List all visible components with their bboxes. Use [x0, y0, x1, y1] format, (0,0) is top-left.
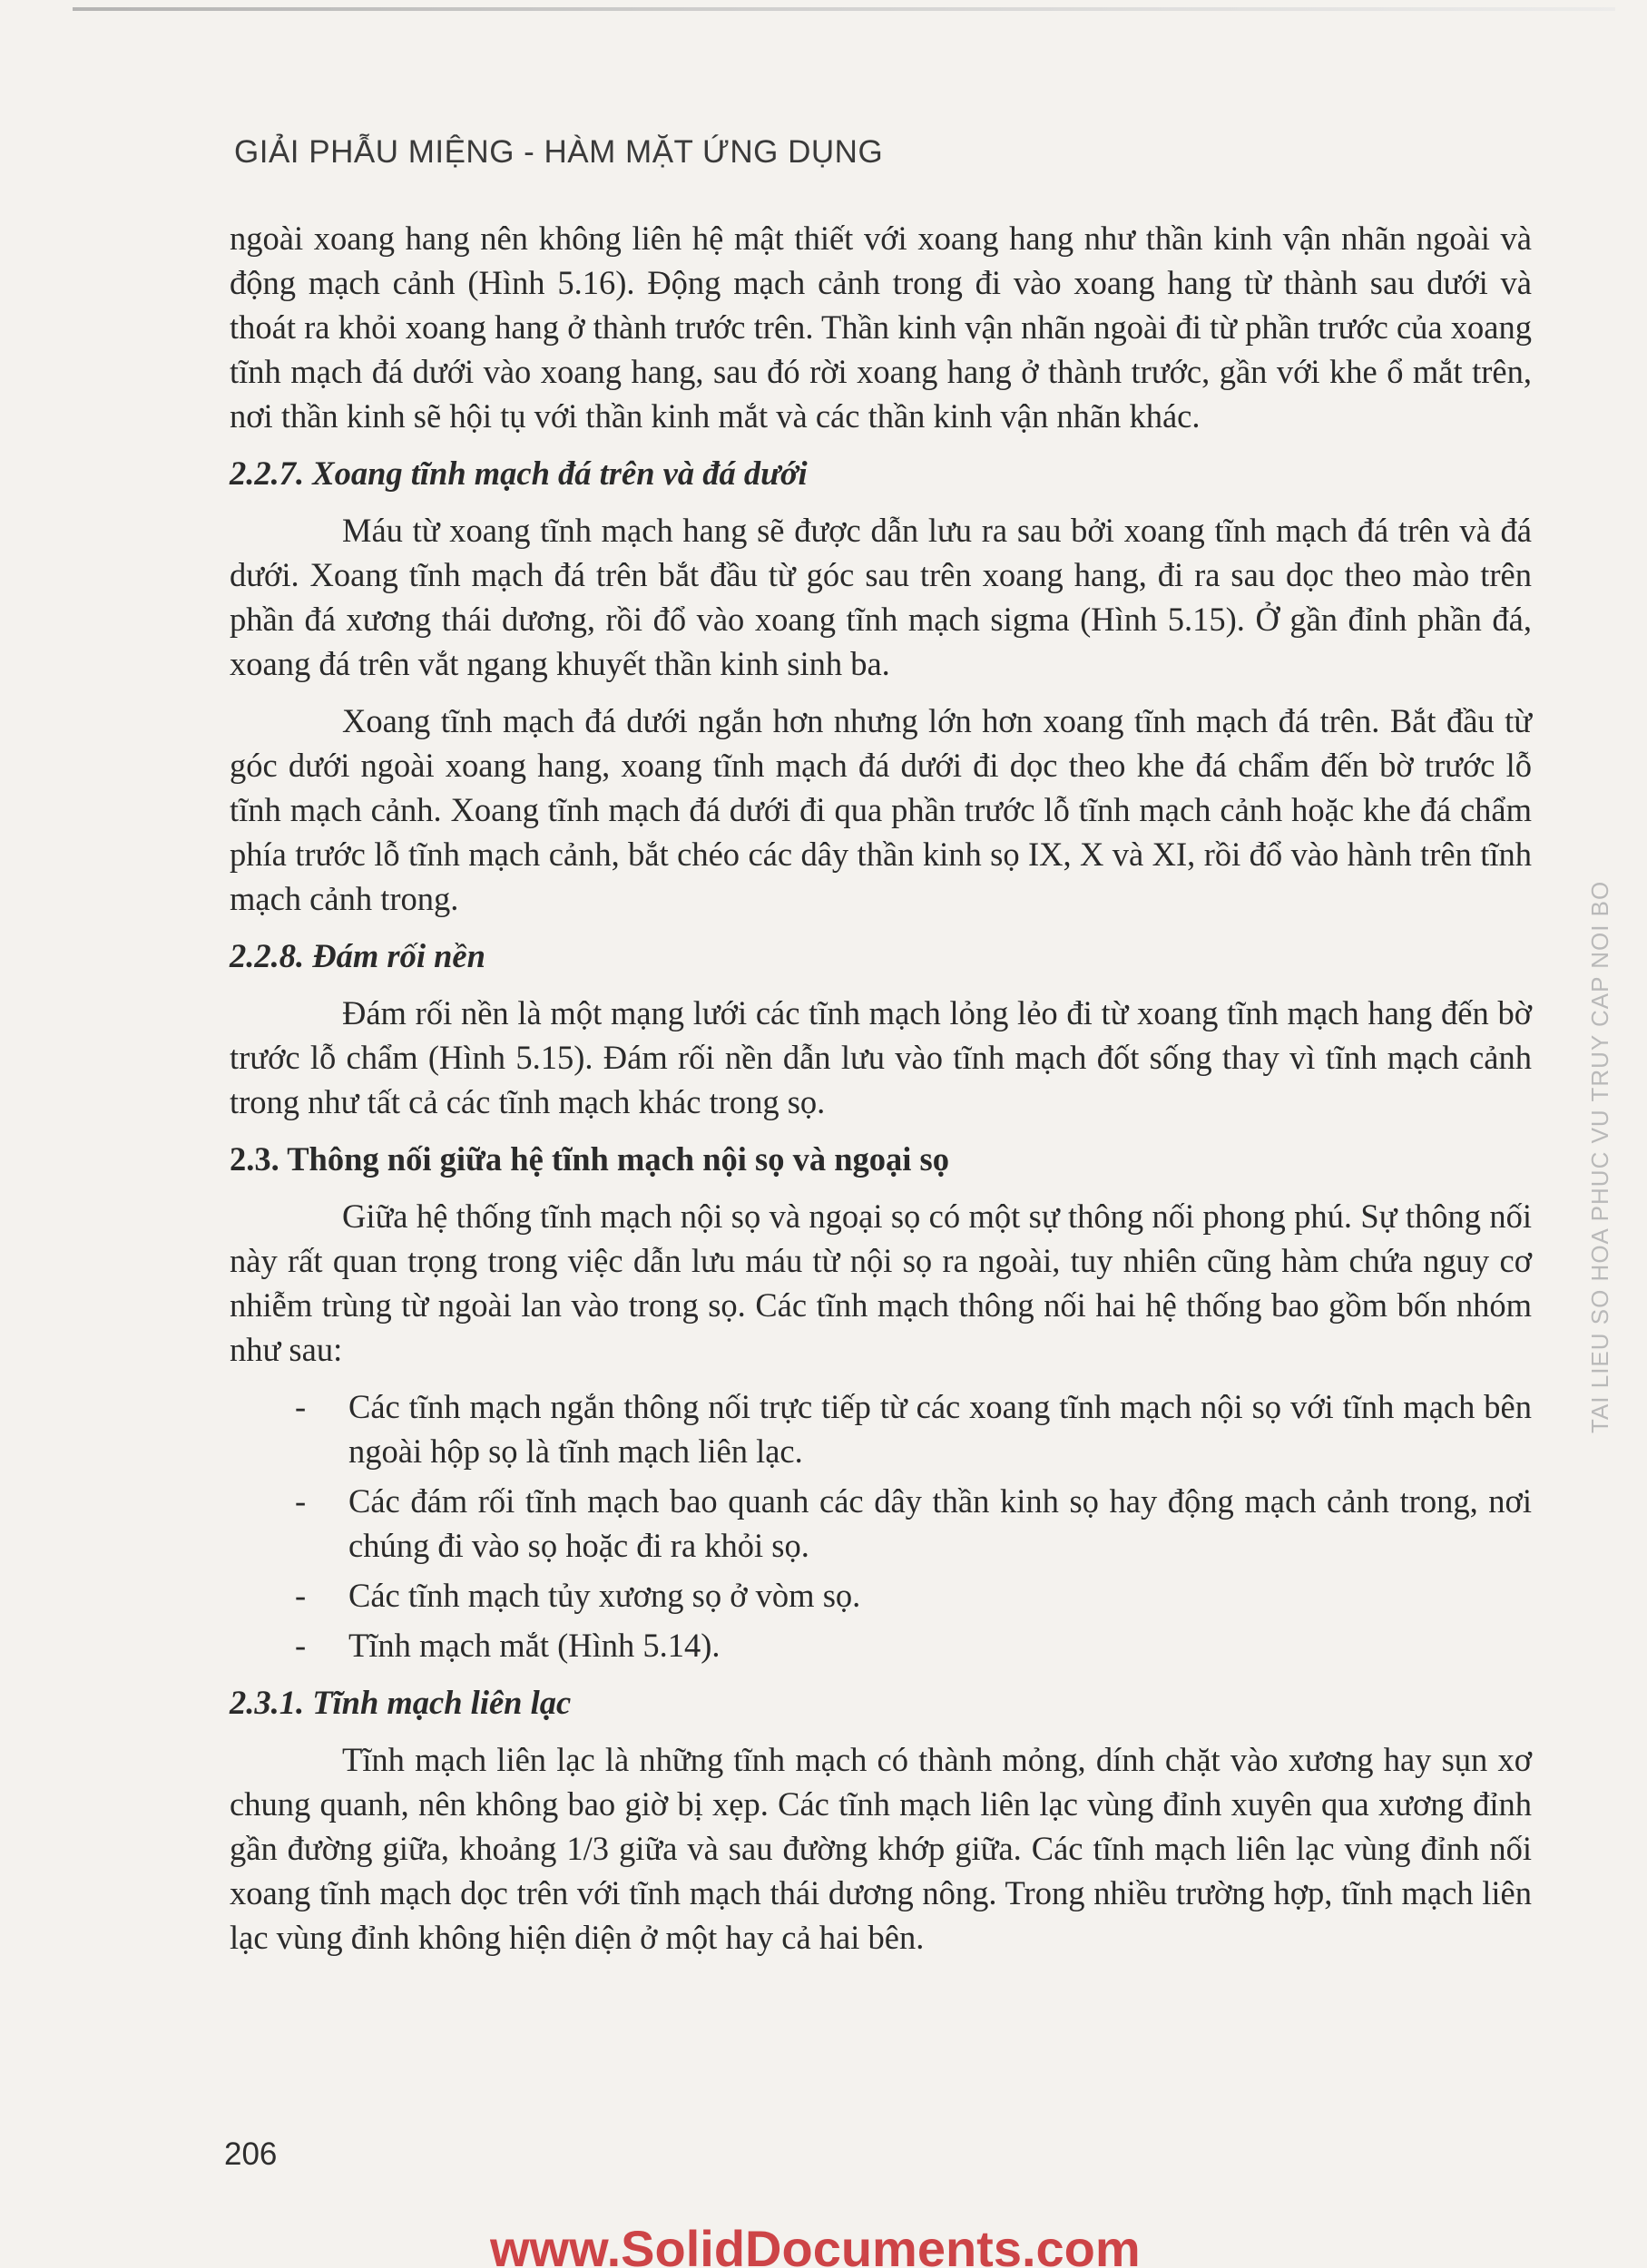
list-item-text: Tĩnh mạch mắt (Hình 5.14).	[348, 1627, 721, 1664]
paragraph: Tĩnh mạch liên lạc là những tĩnh mạch có thành mỏng, dính chặt vào xương hay sụn xơ chung quanh, nên không bao giờ bị xẹp. Các tĩnh mạch liên lạc vùng đỉnh xuyên qua xương đỉnh gần đường giữa, khoảng 1/3 giữa và sau đường khớp giữa. Các tĩnh mạch liên lạc vùng đỉnh nối xoang tĩnh mạch dọc trên với tĩnh mạch thái dương nông. Trong nhiều trường hợp, tĩnh mạch liên lạc vùng đỉnh không hiện diện ở một hay cả hai bên.	[230, 1741, 1532, 1956]
list-item	[230, 1384, 1532, 1473]
subsection-heading: 2.3.1. Tĩnh mạch liên lạc	[230, 1684, 572, 1721]
list-marker: -	[295, 1482, 307, 1520]
paragraph: Đám rối nền là một mạng lưới các tĩnh mạch lỏng lẻo đi từ xoang tĩnh mạch hang đến bờ trước lỗ chẩm (Hình 5.15). Đám rối nền dẫn lưu vào tĩnh mạch đốt sống thay vì tĩnh mạch cảnh trong như tất cả các tĩnh mạch khác trong sọ.	[230, 994, 1532, 1120]
subsection-heading: 2.2.8. Đám rối nền	[230, 937, 485, 974]
section-heading: 2.3. Thông nối giữa hệ tĩnh mạch nội sọ và ngoại sọ	[230, 1140, 949, 1178]
bottom-watermark	[490, 2214, 1180, 2268]
side-watermark-text: TAI LIEU SO HOA PHUC VU TRUY CAP NOI BO	[1586, 880, 1613, 1433]
bottom-watermark-text: www.SolidDocuments.com	[490, 2220, 1141, 2268]
list-item-text: Các tĩnh mạch tủy xương sọ ở vòm sọ.	[348, 1577, 861, 1614]
paragraph: ngoài xoang hang nên không liên hệ mật thiết với xoang hang như thần kinh vận nhãn ngoài và động mạch cảnh (Hình 5.16). Động mạch cảnh trong đi vào xoang hang từ thành sau dưới và thoát ra khỏi xoang hang ở thành trước trên. Thần kinh vận nhãn ngoài đi từ phần trước của xoang tĩnh mạch đá dưới vào xoang hang, sau đó rời xoang hang ở thành trước, gần với khe ổ mắt trên, nơi thần kinh sẽ hội tụ với thần kinh mắt và các thần kinh vận nhãn khác.	[230, 220, 1532, 435]
list-marker: -	[295, 1627, 307, 1664]
list-marker: -	[295, 1577, 307, 1614]
paragraph: Xoang tĩnh mạch đá dưới ngắn hơn nhưng lớn hơn xoang tĩnh mạch đá trên. Bắt đầu từ góc dưới ngoài xoang hang, xoang tĩnh mạch đá dưới đi dọc theo khe đá chẩm đến bờ trước lỗ tĩnh mạch cảnh. Xoang tĩnh mạch đá dưới đi qua phần trước lỗ tĩnh mạch cảnh hoặc khe đá chẩm phía trước lỗ tĩnh mạch cảnh, bắt chéo các dây thần kinh sọ IX, X và XI, rồi đổ vào hành trên tĩnh mạch cảnh trong.	[230, 702, 1532, 917]
list-item	[230, 1573, 1532, 1618]
paragraph: Máu từ xoang tĩnh mạch hang sẽ được dẫn lưu ra sau bởi xoang tĩnh mạch đá trên và đá dưới. Xoang tĩnh mạch đá trên bắt đầu từ góc sau trên xoang hang, đi ra sau dọc theo mào trên phần đá xương thái dương, rồi đổ vào xoang tĩnh mạch sigma (Hình 5.15). Ở gần đỉnh phần đá, xoang đá trên vắt ngang khuyết thần kinh sinh ba.	[230, 512, 1532, 682]
page-number: 206	[224, 2136, 278, 2172]
list-item	[230, 1623, 1532, 1667]
list-item	[230, 1479, 1532, 1568]
paragraph: Giữa hệ thống tĩnh mạch nội sọ và ngoại sọ có một sự thông nối phong phú. Sự thông nối này rất quan trọng trong việc dẫn lưu máu từ nội sọ ra ngoài, tuy nhiên cũng hàm chứa nguy cơ nhiễm trùng từ ngoài lan vào trong sọ. Các tĩnh mạch thông nối hai hệ thống bao gồm bốn nhóm như sau:	[230, 1198, 1532, 1368]
list-item-text: Các đám rối tĩnh mạch bao quanh các dây thần kinh sọ hay động mạch cảnh trong, nơi chúng đi vào sọ hoặc đi ra khỏi sọ.	[348, 1482, 1532, 1564]
list-marker: -	[295, 1388, 307, 1425]
running-header: GIẢI PHẪU MIỆNG - HÀM MẶT ỨNG DỤNG	[234, 134, 884, 170]
scan-top-edge	[73, 7, 1615, 11]
dash-list	[230, 1384, 1532, 1667]
list-item-text: Các tĩnh mạch ngắn thông nối trực tiếp từ các xoang tĩnh mạch nội sọ với tĩnh mạch bên ngoài hộp sọ là tĩnh mạch liên lạc.	[348, 1388, 1532, 1470]
subsection-heading: 2.2.7. Xoang tĩnh mạch đá trên và đá dưới	[230, 455, 808, 492]
page-body	[230, 216, 1532, 1972]
